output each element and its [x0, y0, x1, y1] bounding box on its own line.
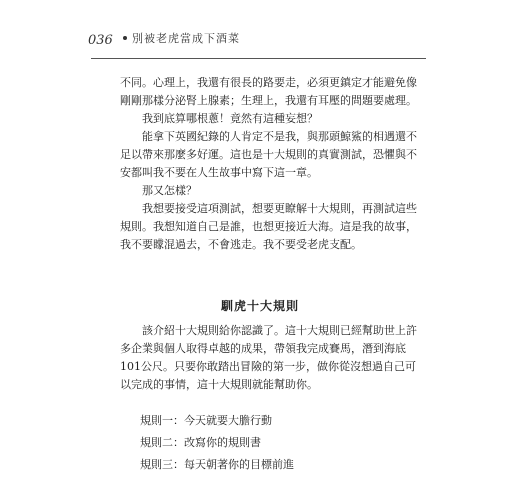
- paragraph: 我想要接受這項測試，想要更瞭解十大規則，再測試這些規則。我想知道自己是誰，也想更接近大海。這是我的故事，我不要矇混過去，不會逃走。我不要受老虎支配。: [120, 202, 417, 251]
- section-heading: 馴虎十大規則: [220, 299, 299, 313]
- rule-item: 規則二：改寫你的規則書: [140, 436, 261, 449]
- paragraph: 不同。心理上，我還有很長的路要走，必須更鎮定才能避免像剛剛那樣分泌腎上腺素；生理上，我還有耳壓的問題要處理。: [120, 76, 417, 107]
- paragraph: 我到底算哪根蔥！竟然有這種妄想？: [142, 112, 318, 125]
- running-title: 別被老虎當成下酒菜: [132, 32, 240, 45]
- paragraph: 那又怎樣？: [142, 184, 197, 197]
- rules-list: [140, 410, 294, 476]
- header-rule: [91, 58, 426, 59]
- rule-item: 規則一：今天就要大膽行動: [140, 414, 272, 427]
- header-separator-dot: [123, 36, 127, 40]
- section-text: [120, 322, 420, 394]
- page-number: 036: [88, 33, 113, 48]
- paragraph: 能拿下英國紀錄的人肯定不是我，與那頭鯨鯊的相遇還不足以帶來那麼多好運。這也是十大規則的真實測試，恐懼與不安都叫我不要在人生故事中寫下這一章。: [120, 130, 417, 179]
- paragraph: 該介紹十大規則給你認識了。這十大規則已經幫助世上許多企業與個人取得卓越的成果，帶領我完成賽馬，潛到海底101公尺。只要你敢踏出冒險的第一步，做你從沒想過自己可以完成的事情，這十大規則就能幫助你。: [120, 324, 417, 391]
- page-header: [0, 0, 520, 70]
- body-text: [120, 74, 420, 254]
- rule-item: 規則三：每天朝著你的目標前進: [140, 458, 294, 471]
